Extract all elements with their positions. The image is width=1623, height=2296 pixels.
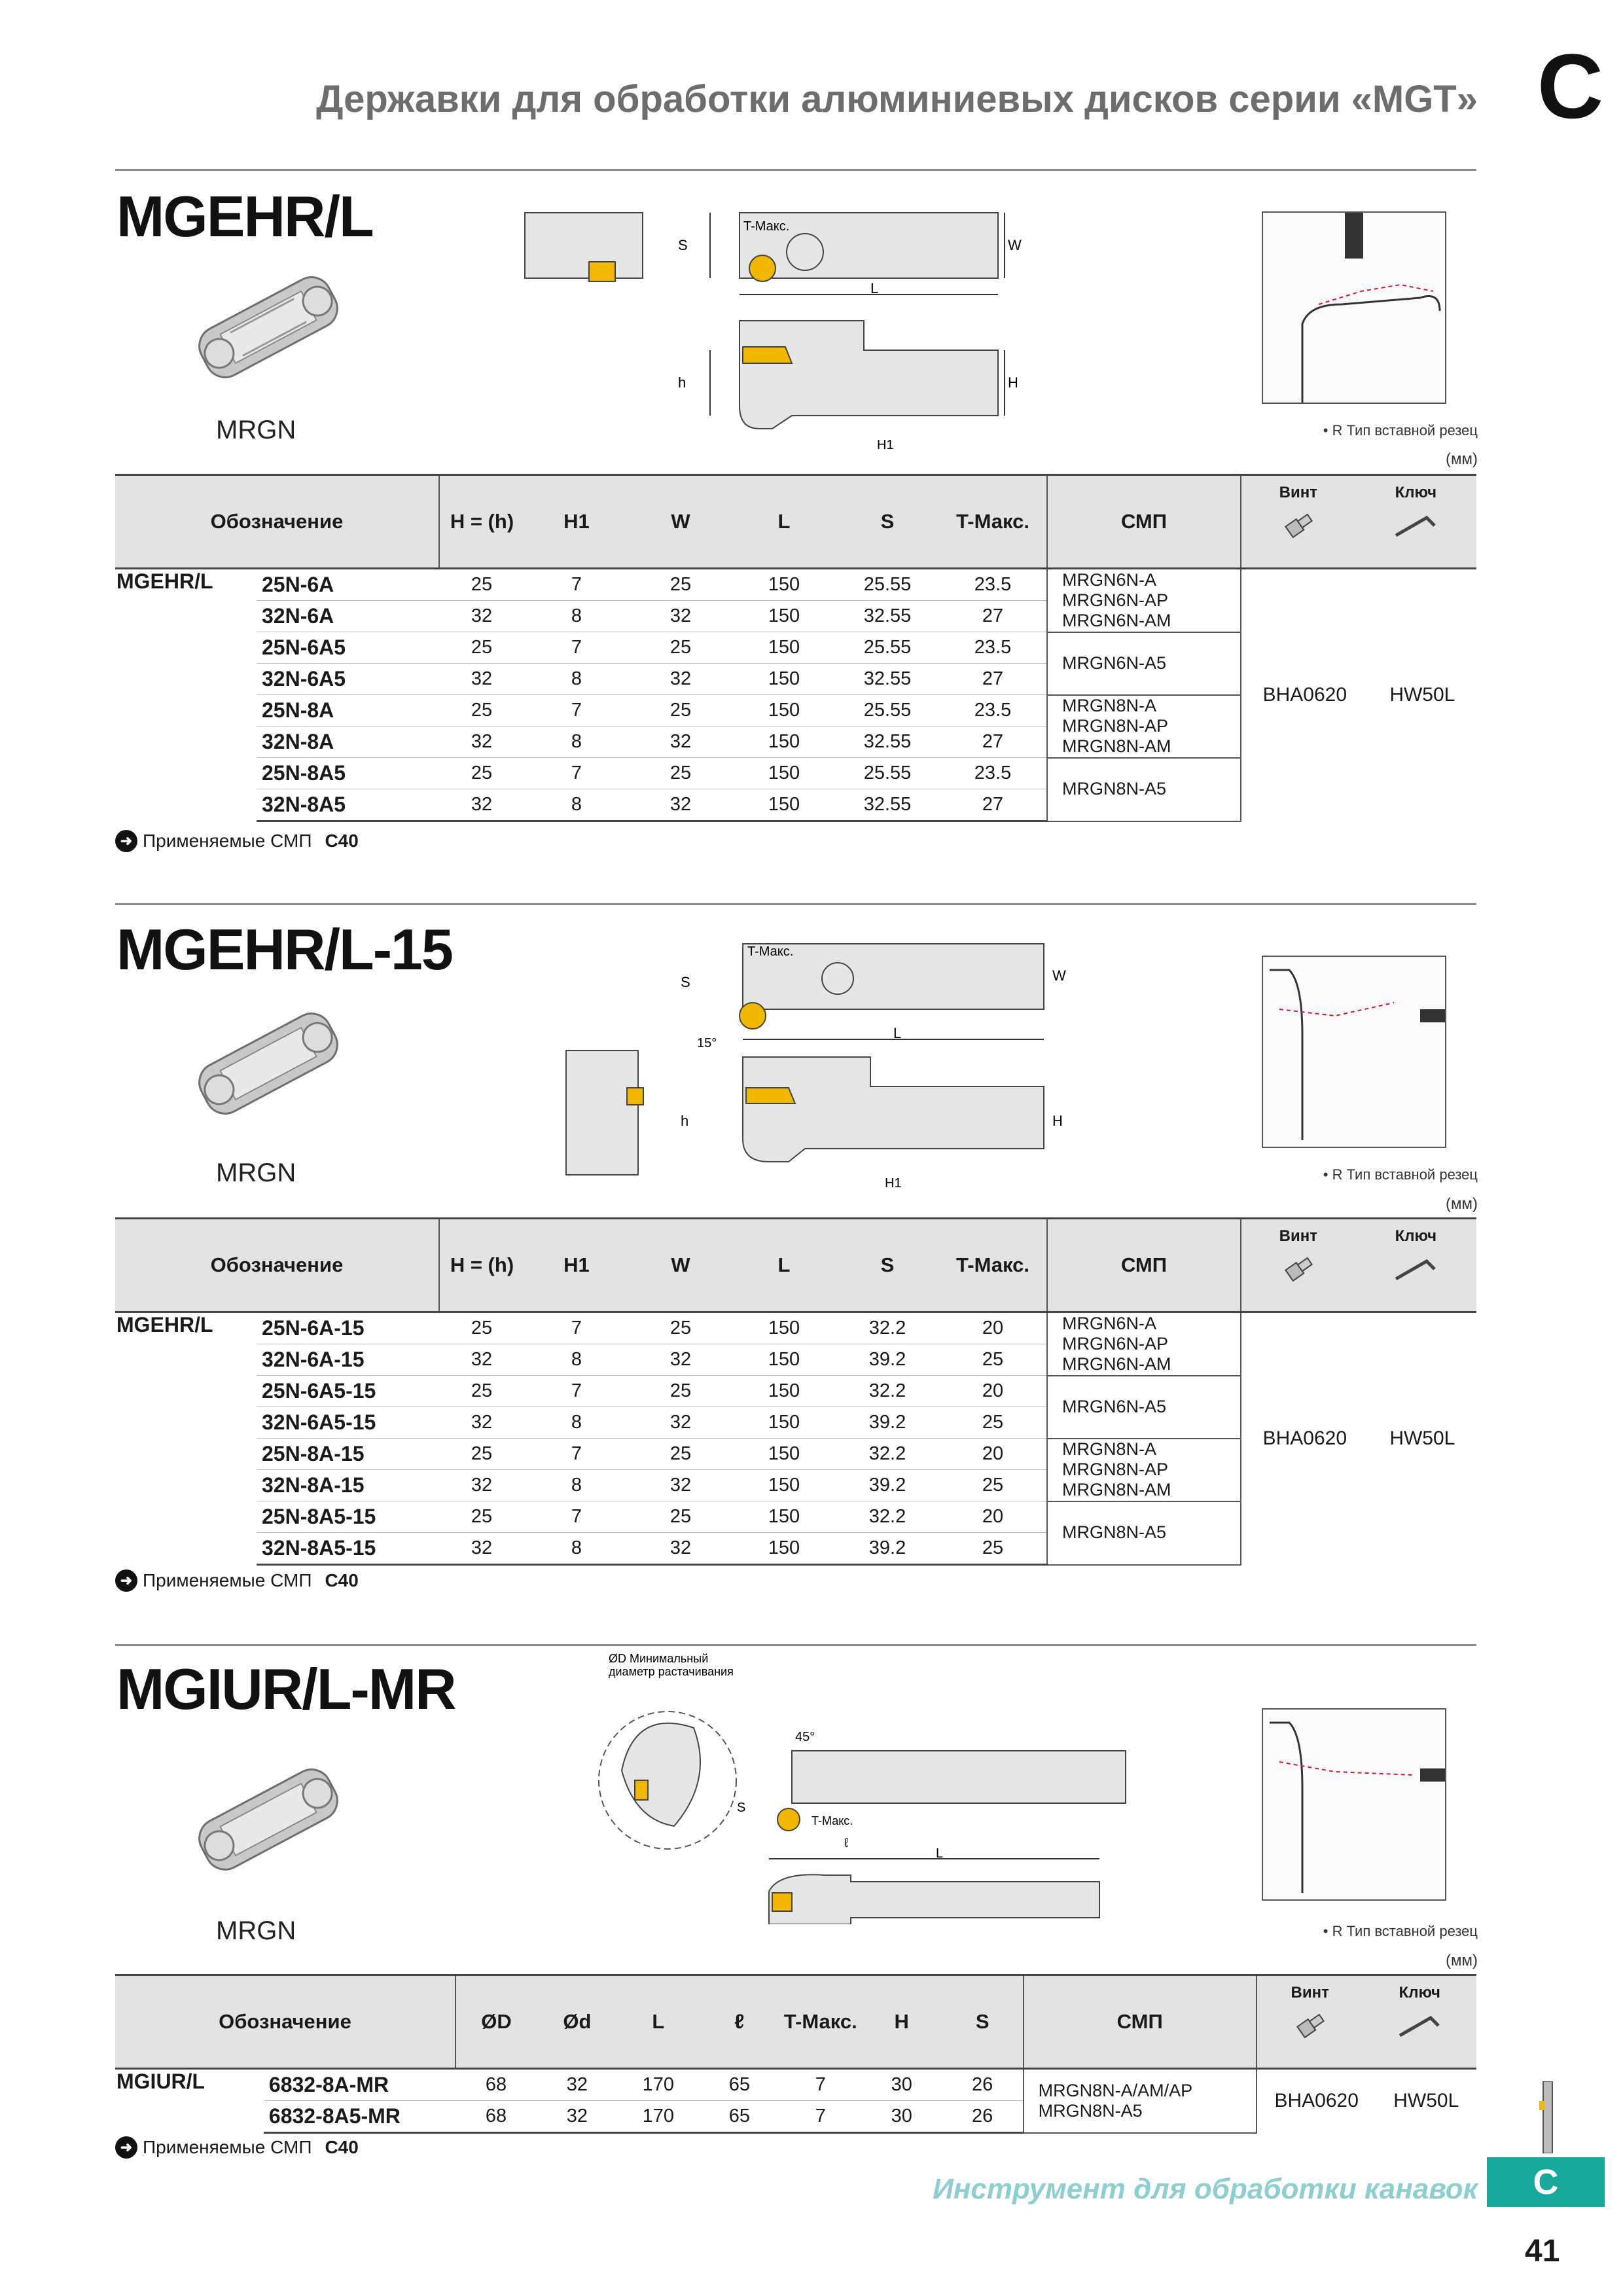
value-cell: 20 [939,1501,1047,1533]
dim-label-angle: 45° [795,1730,815,1744]
value-cell: 25 [439,569,524,601]
value-cell: 27 [939,789,1047,821]
value-cell: 23.5 [939,695,1047,726]
value-cell: 25 [939,1407,1047,1439]
col-l-small: ℓ [699,1975,780,2069]
dim-label-l: L [893,1025,902,1041]
dim-label-h: h [681,1113,689,1129]
col-tools [1257,1975,1476,2069]
table-row [115,2069,1476,2101]
value-cell: 32 [439,1344,524,1376]
value-cell: 32 [537,2069,618,2101]
section-divider [115,169,1476,171]
reference-link[interactable] [115,1570,359,1592]
value-cell: 150 [732,664,836,695]
designation-cell: 25N-6A-15 [257,1312,439,1344]
value-cell: 7 [524,758,629,789]
designation-cell: 25N-6A5 [257,632,439,664]
value-cell: 32.2 [836,1439,939,1470]
value-cell: 32 [439,1470,524,1501]
application-image [1262,211,1446,404]
value-cell: 25 [629,569,732,601]
dim-label-w: W [1052,967,1066,984]
value-cell: 25 [629,632,732,664]
value-cell: 27 [939,726,1047,758]
insert-grade-cell: MRGN8N-A/AM/AP MRGN8N-A5 [1024,2069,1257,2133]
reference-text: Применяемые СМП [143,831,312,851]
value-cell: 32 [537,2101,618,2133]
value-cell: 150 [732,1533,836,1565]
value-cell: 68 [455,2069,537,2101]
footer-title: Инструмент для обработки канавок [933,2173,1478,2205]
value-cell: 20 [939,1376,1047,1407]
col-screw: Винт [1279,1227,1317,1245]
value-cell: 150 [732,1501,836,1533]
dim-label-t: T-Макс. [747,944,794,959]
value-cell: 32 [439,726,524,758]
value-cell: 25 [629,1376,732,1407]
insert-label: MRGN [216,416,296,444]
designation-cell: 25N-8A-15 [257,1439,439,1470]
screw-code: BHA0620 [1274,2090,1359,2112]
value-cell: 32 [439,601,524,632]
designation-cell: 25N-8A5 [257,758,439,789]
value-cell: 20 [939,1439,1047,1470]
value-cell: 150 [732,632,836,664]
key-code: HW50L [1389,684,1455,706]
designation-cell: 25N-8A5-15 [257,1501,439,1533]
dim-label-t: T-Макс. [812,1814,853,1827]
col-tmax: T-Макс. [780,1975,861,2069]
value-cell: 7 [524,632,629,664]
insert-grade-cell: MRGN8N-A5 [1047,758,1241,821]
insert-grade-cell: MRGN8N-A5 [1047,1501,1241,1565]
value-cell: 39.2 [836,1407,939,1439]
table-header-row [115,1219,1476,1312]
value-cell: 32 [629,664,732,695]
col-tools [1241,475,1476,569]
value-cell: 32.55 [836,664,939,695]
dim-label-min-bore: ØD Минимальный диаметр растачивания [609,1652,734,1678]
value-cell: 26 [942,2069,1024,2101]
tool-cell [1241,569,1476,821]
col-key: Ключ [1395,484,1437,501]
col-screw: Винт [1279,484,1317,501]
col-h1: H1 [524,475,629,569]
model-title: MGEHR/L [116,184,373,249]
reference-text: Применяемые СМП [143,2137,312,2157]
value-cell: 150 [732,758,836,789]
value-cell: 150 [732,1376,836,1407]
value-cell: 150 [732,695,836,726]
spec-table [115,474,1476,822]
page-number: 41 [1525,2234,1560,2269]
value-cell: 8 [524,664,629,695]
value-cell: 32 [629,1407,732,1439]
table-row [115,1312,1476,1344]
value-cell: 7 [524,1312,629,1344]
unit-label: (мм) [1446,450,1478,468]
col-tmax: T-Макс. [939,475,1047,569]
section-tab[interactable]: C [1487,2157,1605,2207]
value-cell: 23.5 [939,632,1047,664]
value-cell: 150 [732,1439,836,1470]
value-cell: 30 [861,2101,942,2133]
value-cell: 150 [732,569,836,601]
value-cell: 32 [439,789,524,821]
value-cell: 39.2 [836,1344,939,1376]
dim-label-l-small: ℓ [844,1836,849,1850]
insert-grade-cell: MRGN8N-A MRGN8N-AP MRGN8N-AM [1047,695,1241,758]
reference-text: Применяемые СМП [143,1570,312,1590]
col-tmax: T-Макс. [939,1219,1047,1312]
page-header-title: Державки для обработки алюминиевых дисков серии «MGT» [316,78,1478,120]
value-cell: 68 [455,2101,537,2133]
designation-cell: 25N-8A [257,695,439,726]
value-cell: 8 [524,1407,629,1439]
col-h: H = (h) [439,475,524,569]
col-key: Ключ [1395,1227,1437,1245]
value-cell: 65 [699,2069,780,2101]
value-cell: 8 [524,1533,629,1565]
value-cell: 25 [439,1501,524,1533]
dim-label-l: L [870,280,879,296]
value-cell: 7 [524,569,629,601]
value-cell: 25 [439,1376,524,1407]
value-cell: 150 [732,1312,836,1344]
value-cell: 25.55 [836,569,939,601]
value-cell: 150 [732,726,836,758]
value-cell: 150 [732,1407,836,1439]
unit-label: (мм) [1446,1952,1478,1969]
value-cell: 25 [439,632,524,664]
designation-prefix: MGEHR/L [116,569,213,593]
value-cell: 170 [618,2101,699,2133]
dim-label-t: T-Макс. [743,219,790,234]
designation-prefix: MGEHR/L [116,1313,213,1336]
table-header-row [115,475,1476,569]
value-cell: 32 [629,601,732,632]
designation-cell: 32N-6A-15 [257,1344,439,1376]
dim-label-l: L [936,1846,944,1861]
value-cell: 7 [524,1501,629,1533]
value-cell: 32 [629,726,732,758]
tool-holder-drawing [563,936,1178,1198]
value-cell: 7 [524,695,629,726]
value-cell: 65 [699,2101,780,2133]
designation-cell: 32N-6A5-15 [257,1407,439,1439]
value-cell: 25 [439,758,524,789]
insert-grade-cell: MRGN6N-A5 [1047,632,1241,695]
arrow-right-icon: ➜ [115,2136,137,2159]
value-cell: 170 [618,2069,699,2101]
col-designation: Обозначение [115,1975,455,2069]
dim-label-w: W [1008,237,1022,253]
insert-label: MRGN [216,1916,296,1945]
designation-prefix: MGIUR/L [116,2070,205,2093]
value-cell: 8 [524,726,629,758]
value-cell: 39.2 [836,1470,939,1501]
key-code: HW50L [1393,2090,1459,2112]
col-h1: H1 [524,1219,629,1312]
insert-grade-cell: MRGN6N-A MRGN6N-AP MRGN6N-AM [1047,569,1241,632]
value-cell: 8 [524,1344,629,1376]
value-cell: 150 [732,601,836,632]
col-s: S [836,475,939,569]
col-tools [1241,1219,1476,1312]
value-cell: 150 [732,1344,836,1376]
value-cell: 8 [524,601,629,632]
value-cell: 32 [629,1344,732,1376]
designation-cell: 32N-8A [257,726,439,758]
screw-code: BHA0620 [1262,684,1347,706]
col-l: L [732,475,836,569]
section-divider [115,903,1476,905]
value-cell: 32 [629,789,732,821]
col-smp: СМП [1024,1975,1257,2069]
value-cell: 7 [524,1439,629,1470]
reference-link[interactable] [115,830,359,852]
value-cell: 32.55 [836,789,939,821]
insert-image [177,252,360,403]
value-cell: 32.2 [836,1501,939,1533]
table-header-row [115,1975,1476,2069]
dim-label-h: h [678,374,687,391]
value-cell: 32.2 [836,1312,939,1344]
designation-cell: 25N-6A [257,569,439,601]
value-cell: 32 [439,664,524,695]
col-screw: Винт [1291,1984,1329,2001]
dim-label-h1: H1 [885,1176,902,1191]
dim-label-s: S [678,237,688,253]
designation-cell: 32N-8A5-15 [257,1533,439,1565]
model-title: MGIUR/L-MR [116,1657,455,1721]
value-cell: 25.55 [836,695,939,726]
value-cell: 25 [939,1344,1047,1376]
unit-label: (мм) [1446,1195,1478,1213]
value-cell: 32.2 [836,1376,939,1407]
reference-link[interactable] [115,2136,359,2159]
col-w: W [629,475,732,569]
reference-page: C40 [325,1570,359,1590]
insert-image [177,988,360,1139]
value-cell: 8 [524,789,629,821]
value-cell: 25 [629,1312,732,1344]
section-letter: C [1537,35,1603,137]
hex-key-icon [1393,512,1438,539]
col-key: Ключ [1399,1984,1440,2001]
col-w: W [629,1219,732,1312]
value-cell: 27 [939,664,1047,695]
value-cell: 26 [942,2101,1024,2133]
dim-label-s: S [681,974,690,990]
designation-cell: 6832-8A5-MR [264,2101,455,2133]
reference-page: C40 [325,831,359,851]
value-cell: 39.2 [836,1533,939,1565]
value-cell: 25.55 [836,758,939,789]
designation-cell: 32N-6A [257,601,439,632]
col-l: L [618,1975,699,2069]
value-cell: 7 [524,1376,629,1407]
dim-label-hh: H [1052,1113,1063,1129]
dim-label-angle: 15° [697,1036,717,1050]
value-cell: 20 [939,1312,1047,1344]
arrow-right-icon: ➜ [115,830,137,852]
value-cell: 32.55 [836,601,939,632]
col-designation: Обозначение [115,1219,439,1312]
dim-label-h1: H1 [877,438,894,452]
designation-cell: 32N-6A5 [257,664,439,695]
screw-icon [1282,512,1315,539]
value-cell: 32 [629,1533,732,1565]
value-cell: 8 [524,1470,629,1501]
value-cell: 25 [939,1533,1047,1565]
col-h: H = (h) [439,1219,524,1312]
model-title: MGEHR/L-15 [116,917,452,982]
value-cell: 25 [939,1470,1047,1501]
value-cell: 25 [629,1501,732,1533]
col-smp: СМП [1047,1219,1241,1312]
reference-page: C40 [325,2137,359,2157]
dim-label-s: S [737,1801,746,1815]
value-cell: 25 [629,758,732,789]
tool-cell [1257,2069,1476,2133]
insert-image [177,1744,360,1895]
screw-icon [1294,2013,1327,2039]
hex-key-icon [1393,1256,1438,1282]
value-cell: 23.5 [939,758,1047,789]
value-cell: 150 [732,1470,836,1501]
table-row [115,569,1476,601]
spec-table [115,1974,1476,2134]
col-designation: Обозначение [115,475,439,569]
designation-cell: 32N-8A5 [257,789,439,821]
value-cell: 23.5 [939,569,1047,601]
tool-cell [1241,1312,1476,1565]
spec-table [115,1217,1476,1566]
value-cell: 30 [861,2069,942,2101]
value-cell: 7 [780,2069,861,2101]
designation-cell: 6832-8A-MR [264,2069,455,2101]
tool-holder-drawing [517,196,1171,458]
application-image [1262,1708,1446,1901]
value-cell: 25 [439,695,524,726]
arrow-right-icon: ➜ [115,1570,137,1592]
dim-label-hh: H [1008,374,1018,391]
col-id: Ød [537,1975,618,2069]
designation-cell: 32N-8A-15 [257,1470,439,1501]
col-smp: СМП [1047,475,1241,569]
insert-type-note: • R Тип вставной резец [1323,422,1478,439]
value-cell: 32 [439,1533,524,1565]
value-cell: 25 [629,1439,732,1470]
value-cell: 7 [780,2101,861,2133]
col-od: ØD [455,1975,537,2069]
value-cell: 32 [439,1407,524,1439]
col-s: S [836,1219,939,1312]
col-s: S [942,1975,1024,2069]
insert-grade-cell: MRGN6N-A5 [1047,1376,1241,1439]
application-image [1262,956,1446,1148]
value-cell: 25 [629,695,732,726]
col-h: H [861,1975,942,2069]
value-cell: 32.55 [836,726,939,758]
screw-code: BHA0620 [1262,1427,1347,1450]
insert-grade-cell: MRGN8N-A MRGN8N-AP MRGN8N-AM [1047,1439,1241,1501]
value-cell: 150 [732,789,836,821]
insert-label: MRGN [216,1158,296,1187]
insert-type-note: • R Тип вставной резец [1323,1923,1478,1939]
value-cell: 32 [629,1470,732,1501]
value-cell: 25.55 [836,632,939,664]
section-divider [115,1644,1476,1646]
col-l: L [732,1219,836,1312]
designation-cell: 25N-6A5-15 [257,1376,439,1407]
key-code: HW50L [1389,1427,1455,1450]
grooving-tool-icon [1527,2081,1567,2153]
screw-icon [1282,1256,1315,1282]
insert-type-note: • R Тип вставной резец [1323,1166,1478,1183]
hex-key-icon [1397,2013,1442,2039]
insert-grade-cell: MRGN6N-A MRGN6N-AP MRGN6N-AM [1047,1312,1241,1376]
value-cell: 27 [939,601,1047,632]
tool-holder-drawing [576,1649,1191,1924]
value-cell: 25 [439,1439,524,1470]
value-cell: 25 [439,1312,524,1344]
